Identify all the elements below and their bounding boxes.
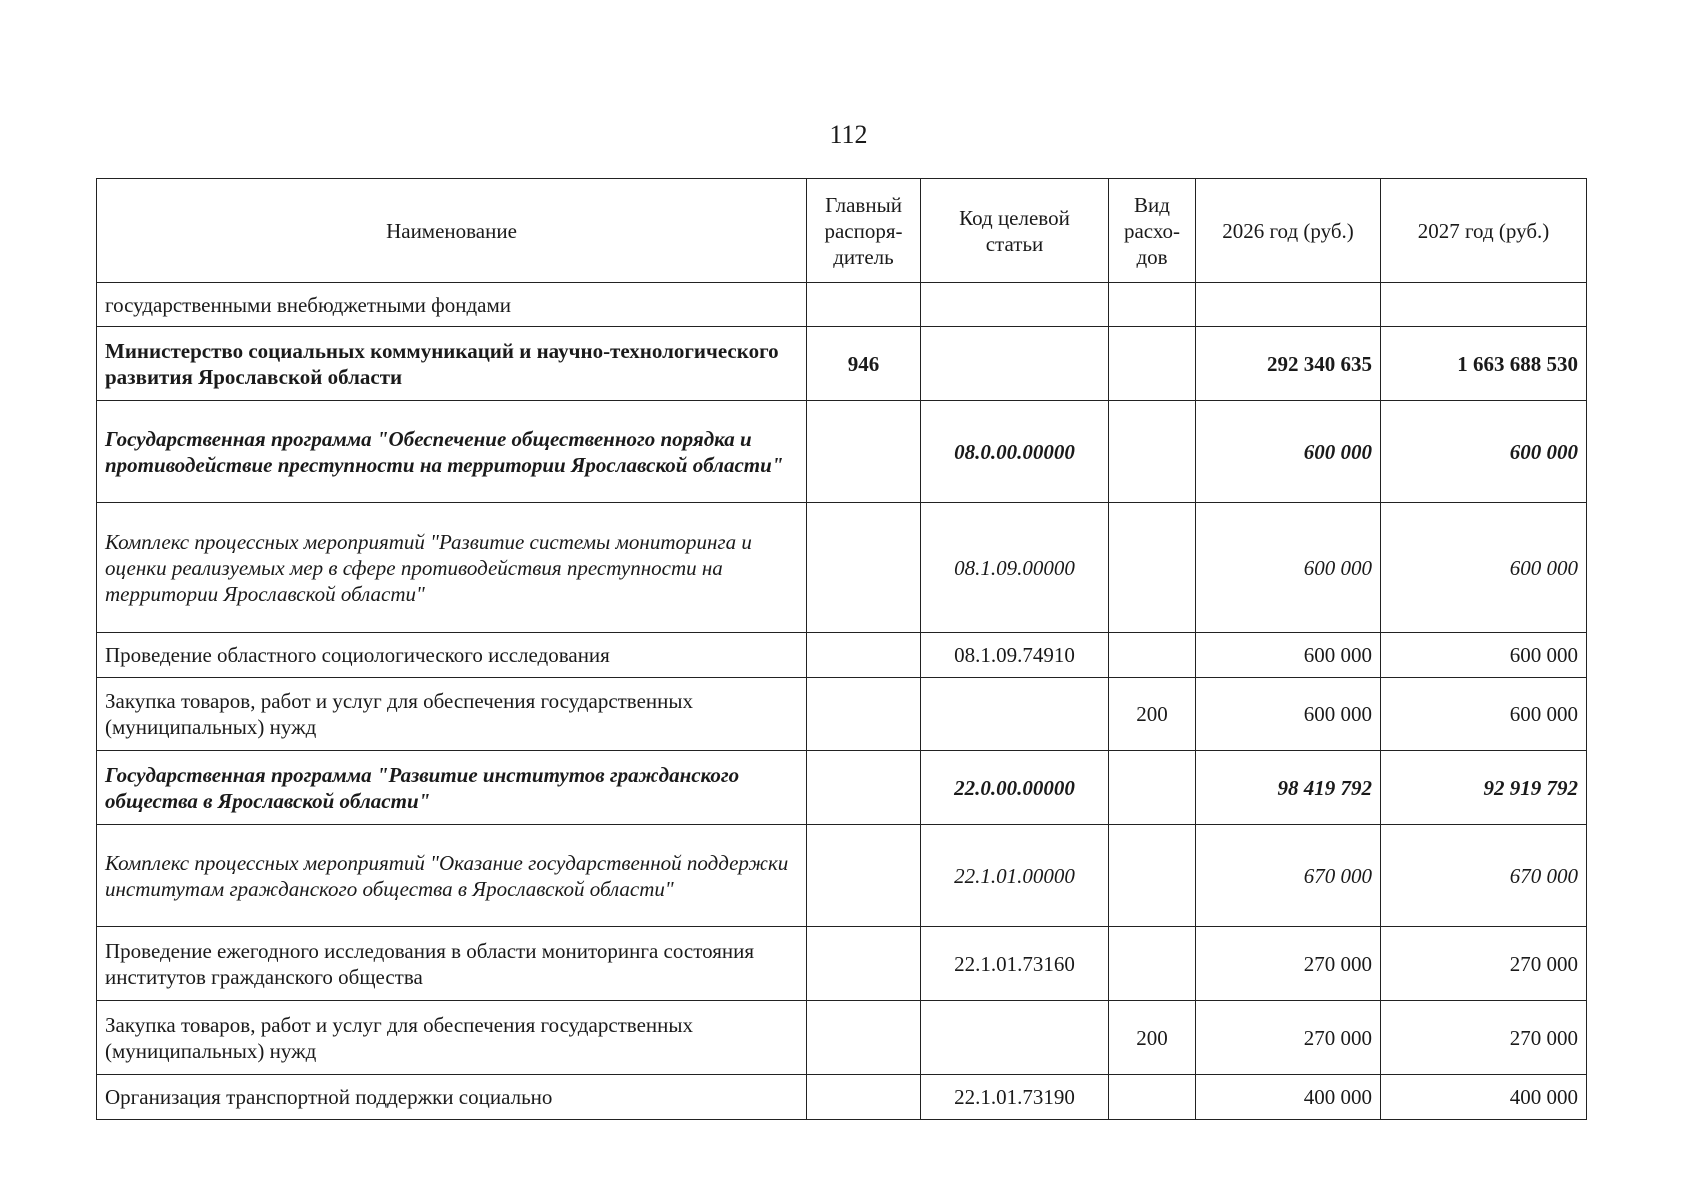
cell-2027: 600 000 xyxy=(1381,401,1587,503)
cell-expense-type xyxy=(1109,283,1196,327)
cell-2026: 600 000 xyxy=(1196,503,1381,633)
cell-name: государственными внебюджетными фондами xyxy=(97,283,807,327)
cell-2027: 600 000 xyxy=(1381,503,1587,633)
header-year-2026: 2026 год (руб.) xyxy=(1196,179,1381,283)
cell-manager xyxy=(807,503,921,633)
cell-code: 22.0.00.00000 xyxy=(921,751,1109,825)
table-row xyxy=(97,327,1587,401)
table-row xyxy=(97,503,1587,633)
cell-name: Комплекс процессных мероприятий "Развитие системы мониторинга и оценки реализуемых мер в сфере противодействия преступности на территории Ярославской области" xyxy=(97,503,807,633)
table-row xyxy=(97,401,1587,503)
table-row xyxy=(97,678,1587,751)
table-row xyxy=(97,927,1587,1001)
header-expense-type: Вид расхо-дов xyxy=(1109,179,1196,283)
table-row xyxy=(97,633,1587,678)
cell-manager xyxy=(807,283,921,327)
cell-name: Закупка товаров, работ и услуг для обеспечения государственных (муниципальных) нужд xyxy=(97,678,807,751)
cell-code xyxy=(921,1001,1109,1075)
cell-manager xyxy=(807,633,921,678)
cell-2026: 400 000 xyxy=(1196,1075,1381,1120)
cell-manager xyxy=(807,401,921,503)
header-manager: Главный распоря-дитель xyxy=(807,179,921,283)
table-row xyxy=(97,1075,1587,1120)
cell-manager xyxy=(807,825,921,927)
cell-expense-type: 200 xyxy=(1109,678,1196,751)
cell-code: 22.1.01.73190 xyxy=(921,1075,1109,1120)
cell-code xyxy=(921,327,1109,401)
cell-code: 08.1.09.74910 xyxy=(921,633,1109,678)
cell-expense-type xyxy=(1109,633,1196,678)
cell-2026: 600 000 xyxy=(1196,401,1381,503)
table-row xyxy=(97,283,1587,327)
cell-2026: 98 419 792 xyxy=(1196,751,1381,825)
cell-2027: 270 000 xyxy=(1381,927,1587,1001)
cell-name: Комплекс процессных мероприятий "Оказание государственной поддержки институтам гражданского общества в Ярославской области" xyxy=(97,825,807,927)
cell-expense-type xyxy=(1109,401,1196,503)
cell-2027: 270 000 xyxy=(1381,1001,1587,1075)
cell-2026 xyxy=(1196,283,1381,327)
cell-expense-type xyxy=(1109,503,1196,633)
cell-2026: 600 000 xyxy=(1196,678,1381,751)
cell-expense-type xyxy=(1109,825,1196,927)
cell-2026: 270 000 xyxy=(1196,1001,1381,1075)
cell-code: 08.1.09.00000 xyxy=(921,503,1109,633)
cell-expense-type xyxy=(1109,327,1196,401)
cell-name: Проведение областного социологического исследования xyxy=(97,633,807,678)
header-name: Наименование xyxy=(97,179,807,283)
cell-name: Государственная программа "Обеспечение общественного порядка и противодействие преступности на территории Ярославской области" xyxy=(97,401,807,503)
cell-2026: 670 000 xyxy=(1196,825,1381,927)
cell-expense-type xyxy=(1109,927,1196,1001)
cell-code: 22.1.01.73160 xyxy=(921,927,1109,1001)
cell-code xyxy=(921,283,1109,327)
cell-2027: 400 000 xyxy=(1381,1075,1587,1120)
cell-name: Государственная программа "Развитие институтов гражданского общества в Ярославской области" xyxy=(97,751,807,825)
cell-manager xyxy=(807,927,921,1001)
cell-2026: 600 000 xyxy=(1196,633,1381,678)
header-code: Код целевой статьи xyxy=(921,179,1109,283)
cell-manager xyxy=(807,1075,921,1120)
cell-name: Закупка товаров, работ и услуг для обеспечения государственных (муниципальных) нужд xyxy=(97,1001,807,1075)
cell-name: Министерство социальных коммуникаций и научно-технологического развития Ярославской области xyxy=(97,327,807,401)
cell-2027: 600 000 xyxy=(1381,633,1587,678)
table-row xyxy=(97,1001,1587,1075)
cell-expense-type xyxy=(1109,1075,1196,1120)
cell-manager xyxy=(807,678,921,751)
cell-code: 22.1.01.00000 xyxy=(921,825,1109,927)
table-row xyxy=(97,751,1587,825)
cell-2027 xyxy=(1381,283,1587,327)
cell-2027: 92 919 792 xyxy=(1381,751,1587,825)
cell-manager xyxy=(807,1001,921,1075)
cell-2026: 292 340 635 xyxy=(1196,327,1381,401)
table-row xyxy=(97,825,1587,927)
header-year-2027: 2027 год (руб.) xyxy=(1381,179,1587,283)
table-header-row xyxy=(97,179,1587,283)
budget-table xyxy=(96,178,1587,1120)
page-number: 112 xyxy=(829,120,868,149)
cell-manager xyxy=(807,751,921,825)
cell-name: Проведение ежегодного исследования в области мониторинга состояния институтов гражданского общества xyxy=(97,927,807,1001)
cell-2026: 270 000 xyxy=(1196,927,1381,1001)
cell-2027: 670 000 xyxy=(1381,825,1587,927)
cell-code: 08.0.00.00000 xyxy=(921,401,1109,503)
cell-code xyxy=(921,678,1109,751)
cell-manager: 946 xyxy=(807,327,921,401)
cell-expense-type xyxy=(1109,751,1196,825)
cell-2027: 1 663 688 530 xyxy=(1381,327,1587,401)
cell-expense-type: 200 xyxy=(1109,1001,1196,1075)
cell-2027: 600 000 xyxy=(1381,678,1587,751)
cell-name: Организация транспортной поддержки социально xyxy=(97,1075,807,1120)
